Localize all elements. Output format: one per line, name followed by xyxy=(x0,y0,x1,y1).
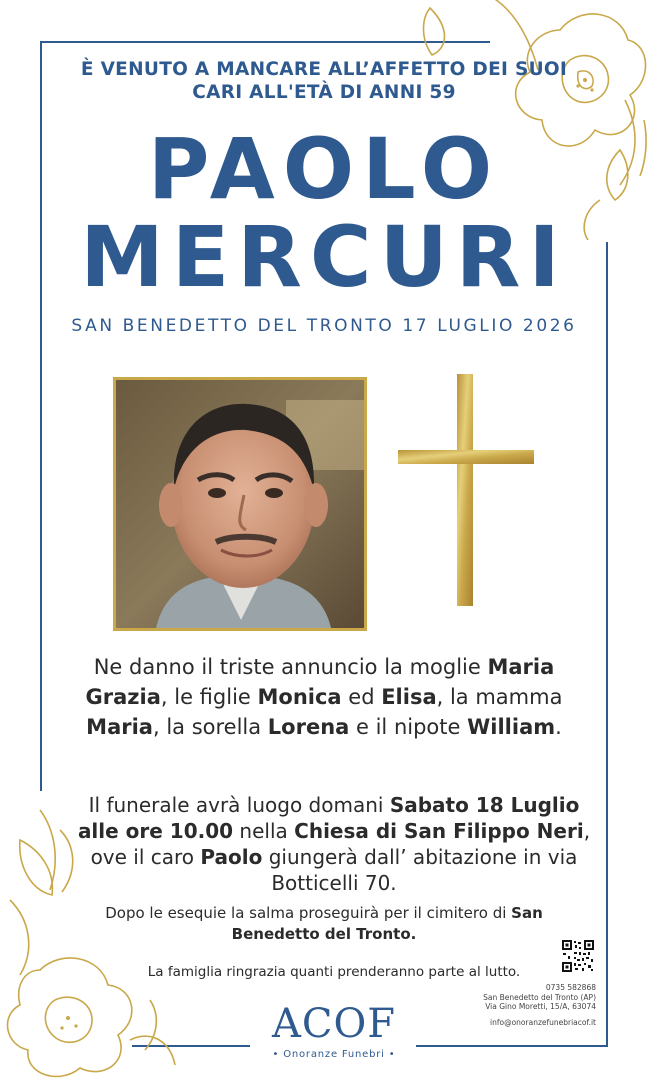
agency-city: San Benedetto del Tronto (AP) xyxy=(483,993,596,1002)
gold-cross-icon xyxy=(398,374,534,606)
announcement-text xyxy=(50,652,598,742)
announcement-part: e il nipote xyxy=(349,715,468,739)
frame-right xyxy=(606,242,608,1047)
intro-line-1: È VENUTO A MANCARE ALL’AFFETTO DEI SUOI xyxy=(80,59,568,80)
intro-text xyxy=(60,58,588,104)
agency-email[interactable]: info@onoranzefunebriacof.it xyxy=(490,1018,596,1027)
portrait-illustration xyxy=(116,380,364,628)
announcement-part: , la sorella xyxy=(152,715,268,739)
mother-name: Maria xyxy=(86,715,153,739)
sister-name: Lorena xyxy=(267,715,350,739)
church-name: Chiesa di San Filippo Neri xyxy=(294,819,584,843)
announcement-part: , la mamma xyxy=(436,685,563,709)
funeral-part: nella xyxy=(233,819,295,843)
announcement-part: . xyxy=(555,715,562,739)
wife-name: Maria Grazia xyxy=(85,655,555,709)
agency-logo-subtitle: • Onoranze Funebri • xyxy=(272,1049,396,1060)
cemetery-place: San Benedetto del Tronto. xyxy=(231,904,543,943)
burial-part: Dopo le esequie la salma proseguirà per il cimitero di xyxy=(105,904,512,922)
funeral-part: Il funerale avrà luogo domani xyxy=(88,793,390,817)
daughter-name: Elisa xyxy=(381,685,437,709)
funeral-part: giungerà dall’ abitazione in via Botticelli 70. xyxy=(262,845,578,895)
deceased-first-name: PAOLO xyxy=(147,120,501,218)
announcement-part: Ne danno il triste annuncio la moglie xyxy=(93,655,488,679)
funeral-text xyxy=(70,792,598,896)
announcement-part: , le figlie xyxy=(160,685,258,709)
announcement-part: ed xyxy=(341,685,382,709)
frame-bottom-right xyxy=(416,1045,608,1047)
burial-text xyxy=(70,903,578,945)
agency-address: Via Gino Moretti, 15/A, 63074 xyxy=(485,1002,596,1011)
deceased-last-name: MERCURI xyxy=(80,208,568,306)
deceased-name: Paolo xyxy=(200,845,263,869)
intro-line-2: CARI ALL'ETÀ DI ANNI 59 xyxy=(192,82,456,103)
agency-logo: ACOF xyxy=(271,1001,397,1047)
place-date: SAN BENEDETTO DEL TRONTO 17 LUGLIO 2026 xyxy=(71,316,577,336)
nephew-name: William xyxy=(467,715,556,739)
funeral-datetime: Sabato 18 Luglio alle ore 10.00 xyxy=(77,793,580,843)
agency-phone: 0735 582868 xyxy=(545,983,596,992)
thanks-text: La famiglia ringrazia quanti prenderanno parte al lutto. xyxy=(147,964,521,980)
qr-code-icon[interactable] xyxy=(562,940,594,972)
portrait-photo xyxy=(113,377,367,631)
funeral-part: , ove il caro xyxy=(90,819,591,869)
daughter-name: Monica xyxy=(257,685,342,709)
